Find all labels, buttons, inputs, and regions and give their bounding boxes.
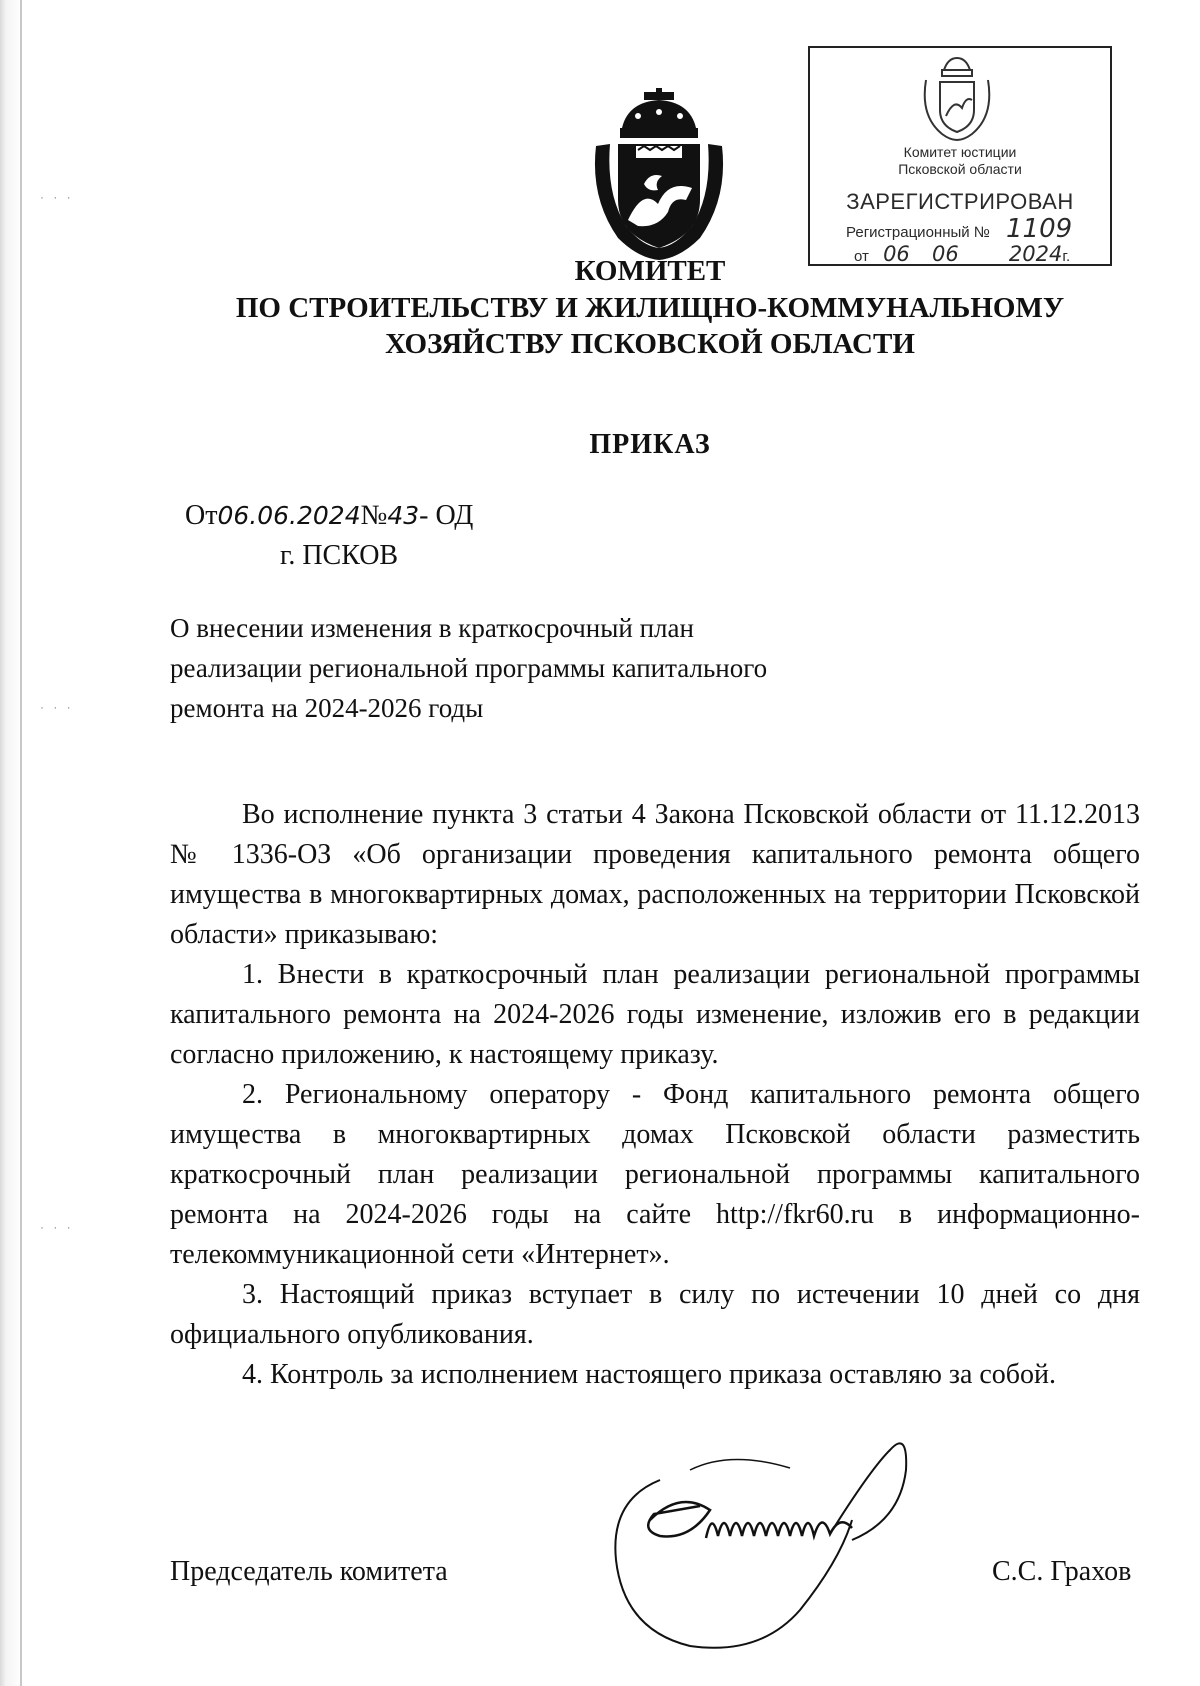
subject-line: О внесении изменения в краткосрочный план	[170, 613, 694, 643]
stamp-org-line2: Псковской области	[898, 161, 1022, 177]
order-number-sign: №	[360, 500, 388, 531]
order-number-line	[185, 500, 473, 532]
stamp-reg-number-label: Регистрационный №	[846, 224, 990, 241]
order-city: г. ПСКОВ	[280, 540, 399, 571]
committee-subtitle-line2: ХОЗЯЙСТВУ ПСКОВСКОЙ ОБЛАСТИ	[385, 328, 915, 360]
subject-line: реализации региональной программы капитального	[170, 653, 768, 683]
subject-line: ремонта на 2024-2026 годы	[170, 693, 484, 723]
stamp-year-suffix: г.	[1062, 248, 1071, 265]
body-item-1: 1. Внести в краткосрочный план реализации региональной программы капитального ремонта на 2024-2026 годы изменение, изложив его в редакции согласно приложению, к настоящему приказу.	[170, 959, 1140, 1070]
registration-stamp	[808, 46, 1112, 266]
coat-of-arms-emblem	[588, 88, 730, 260]
stamp-date-month: 06	[931, 242, 959, 266]
order-subject	[170, 608, 890, 728]
body-preamble: Во исполнение пункта 3 статьи 4 Закона Псковской области от 11.12.2013 № 1336-ОЗ «Об организации проведения капитального ремонта общего имущества в многоквартирных домах, расположенных на территории Псковской области» приказываю:	[170, 799, 1140, 950]
body-item-2: 2. Региональному оператору - Фонд капитального ремонта общего имущества в многоквартирных домах Псковской области разместить краткосрочный план реализации региональной программы капитального ремонта на 2024-2026 годы на сайте http://fkr60.ru в информационно-телекоммуникационной сети «Интернет».	[170, 1079, 1140, 1270]
committee-title: КОМИТЕТ	[574, 255, 726, 287]
stamp-date-day: 06	[883, 242, 910, 266]
committee-subtitle-line1: ПО СТРОИТЕЛЬСТВУ И ЖИЛИЩНО-КОММУНАЛЬНОМУ	[235, 292, 1065, 324]
stamp-status: ЗАРЕГИСТРИРОВАН	[846, 189, 1074, 214]
body-item-3: 3. Настоящий приказ вступает в силу по истечении 10 дней со дня официального опубликования.	[170, 1279, 1140, 1350]
stamp-org-line1: Комитет юстиции	[903, 144, 1017, 160]
order-date-prefix: От	[185, 500, 218, 531]
document-type: ПРИКАЗ	[589, 429, 711, 460]
body-item-4: 4. Контроль за исполнением настоящего приказа оставляю за собой.	[242, 1359, 1057, 1390]
signatory-name: С.С. Грахов	[992, 1556, 1132, 1587]
stamp-date-prefix: от	[854, 248, 869, 265]
scan-edge	[0, 0, 26, 1686]
handwritten-signature	[590, 1410, 970, 1680]
signatory-position: Председатель комитета	[170, 1556, 448, 1587]
scan-edge-line	[20, 0, 22, 1686]
stamp-date-year: 2024	[1008, 242, 1063, 266]
order-number-suffix: - ОД	[419, 500, 474, 531]
order-number: 43	[387, 501, 420, 530]
stamp-emblem	[918, 56, 996, 142]
order-date: 06.06.2024	[217, 501, 361, 530]
order-body	[170, 795, 1140, 1395]
scan-specks: · · ·	[40, 700, 74, 714]
stamp-reg-number: 1109	[1006, 214, 1073, 244]
scan-specks: · · ·	[40, 1220, 74, 1234]
scan-specks: · · ·	[40, 190, 74, 204]
